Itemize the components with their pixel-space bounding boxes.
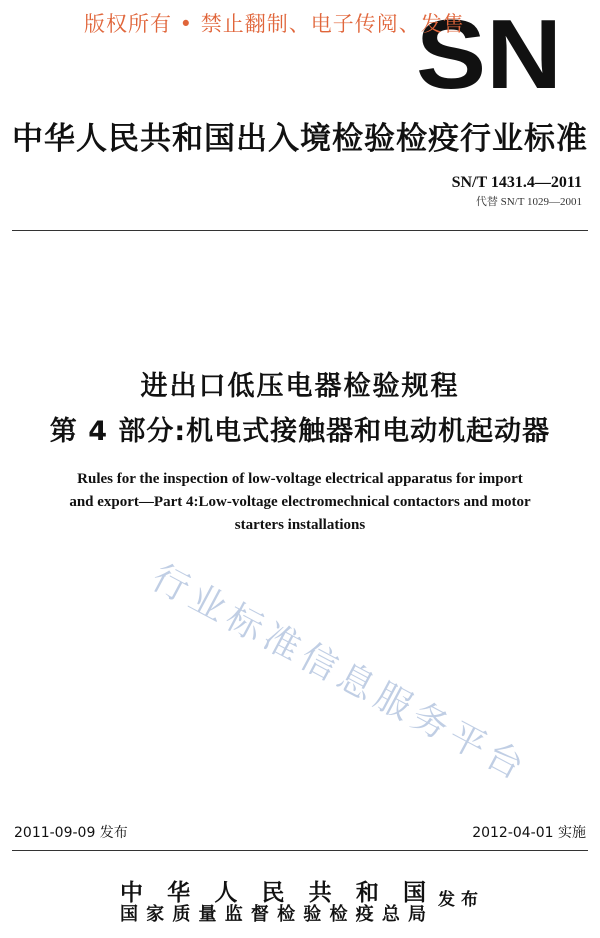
title-en-line: starters installations <box>234 517 366 533</box>
issuer-country: 中华人民共和国 <box>120 880 426 906</box>
copyright-notice: 版权所有 • 禁止翻制、电子传阅、发售 <box>84 12 465 36</box>
title-cn-line2: 第 4 部分:机电式接触器和电动机起动器 <box>49 416 551 447</box>
implementation-date: 2012-04-01 实施 <box>472 825 586 841</box>
bottom-divider <box>12 850 588 851</box>
title-cn-line1: 进出口低压电器检验规程 <box>140 371 460 402</box>
watermark: 行业标准信息服务平台 <box>144 557 536 791</box>
title-en-line: and export—Part 4:Low-voltage electromechnical contactors and motor <box>69 494 531 510</box>
standard-replaces: 代替 SN/T 1029—2001 <box>475 196 582 208</box>
top-divider <box>12 230 588 231</box>
issue-date: 2011-09-09 发布 <box>14 825 128 841</box>
issuer-agency: 国家质量监督检验检疫总局 <box>120 904 426 925</box>
industry-standard-title: 中华人民共和国出入境检验检疫行业标准 <box>12 121 588 157</box>
sn-logo-text: SN <box>416 14 562 92</box>
standard-number: SN/T 1431.4—2011 <box>451 174 582 191</box>
title-en-line: Rules for the inspection of low-voltage electrical apparatus for import <box>77 471 523 487</box>
title-en <box>30 468 570 537</box>
publish-label: 发布 <box>438 890 484 910</box>
